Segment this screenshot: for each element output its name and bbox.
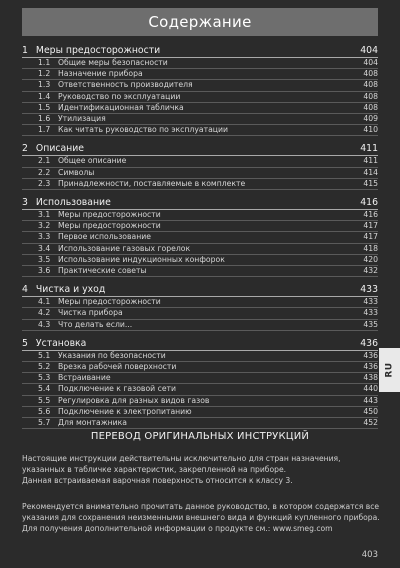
item-page: 404	[363, 58, 378, 67]
item-number: 4.1	[38, 297, 51, 307]
item-number: 5.5	[38, 395, 51, 405]
item-title: Первое использование	[58, 232, 151, 242]
item-number: 3.3	[38, 232, 51, 242]
item-page: 418	[363, 243, 378, 253]
section-title: Описание	[35, 143, 85, 155]
item-page: 433	[363, 297, 378, 307]
item-number: 3.2	[38, 221, 51, 231]
item-page: 450	[363, 406, 378, 416]
item-title: Назначение прибора	[58, 69, 143, 79]
item-page: 436	[363, 350, 378, 360]
language-tab[interactable]	[379, 348, 400, 392]
item-page: 408	[363, 69, 378, 79]
toc-item[interactable]	[22, 92, 378, 103]
item-title: Подключение к электропитанию	[58, 406, 192, 416]
section-page: 416	[360, 197, 378, 209]
item-page: 414	[363, 167, 378, 177]
item-page: 440	[363, 384, 378, 394]
item-page: 417	[363, 232, 378, 242]
item-title: Меры предосторожности	[58, 221, 161, 231]
item-title: Что делать если...	[58, 319, 133, 329]
item-number: 5.7	[38, 418, 51, 428]
toc-item[interactable]	[22, 103, 378, 114]
item-page: 415	[363, 178, 378, 188]
item-number: 5.1	[38, 350, 51, 360]
item-number: 5.3	[38, 373, 51, 383]
item-title: Подключение к газовой сети	[58, 384, 177, 394]
toc-section-heading[interactable]	[22, 338, 378, 351]
section-title: Использование	[35, 197, 111, 209]
item-page: 420	[363, 254, 378, 264]
toc-item[interactable]	[22, 58, 378, 69]
section-title: Чистка и уход	[35, 284, 106, 296]
toc-section	[22, 284, 378, 331]
recommendation-line: Для получения дополнительной информации о продукте см.: www.smeg.com	[22, 524, 333, 533]
item-title: Общее описание	[58, 156, 127, 166]
item-title: Указания по безопасности	[58, 350, 166, 360]
toc-item[interactable]	[22, 255, 378, 266]
section-page: 411	[360, 143, 378, 155]
section-number: 4	[22, 284, 28, 296]
item-title: Для монтажника	[58, 418, 128, 428]
toc-item[interactable]	[22, 244, 378, 255]
item-title: Принадлежности, поставляемые в комплекте	[58, 178, 246, 188]
item-page: 436	[363, 362, 378, 372]
item-number: 1.7	[38, 125, 51, 135]
item-title: Чистка прибора	[58, 308, 123, 318]
item-number: 1.6	[38, 114, 51, 124]
item-number: 2.1	[38, 156, 51, 166]
toc-item[interactable]	[22, 156, 378, 167]
toc-item[interactable]	[22, 232, 378, 243]
section-number: 3	[22, 197, 28, 209]
toc-item[interactable]	[22, 221, 378, 232]
item-title: Как читать руководство по эксплуатации	[58, 125, 229, 135]
item-number: 2.2	[38, 167, 51, 177]
item-number: 1.3	[38, 80, 51, 90]
item-number: 2.3	[38, 178, 51, 188]
toc-item[interactable]	[22, 80, 378, 91]
toc-item[interactable]	[22, 396, 378, 407]
item-title: Руководство по эксплуатации	[58, 91, 181, 101]
toc-item[interactable]	[22, 210, 378, 221]
toc-section	[22, 45, 378, 136]
item-page: 432	[363, 266, 378, 276]
item-number: 1.5	[38, 102, 51, 112]
item-number: 1.4	[38, 91, 51, 101]
item-page: 417	[363, 221, 378, 231]
item-title: Меры предосторожности	[58, 210, 161, 220]
notice-title: ПЕРЕВОД ОРИГИНАЛЬНЫХ ИНСТРУКЦИЙ	[90, 431, 310, 442]
item-number: 5.6	[38, 406, 51, 416]
section-number: 5	[22, 337, 28, 349]
item-page: 435	[363, 319, 378, 329]
notice-line: Данная встраиваемая варочная поверхность относится к классу 3.	[22, 476, 293, 485]
toc-item[interactable]	[22, 362, 378, 373]
section-title: Меры предосторожности	[35, 45, 161, 56]
toc-section-heading[interactable]	[22, 197, 378, 210]
item-title: Встраивание	[58, 373, 111, 383]
toc-item[interactable]	[22, 418, 378, 429]
item-page: 408	[363, 80, 378, 90]
toc-item[interactable]	[22, 384, 378, 395]
notice-line: Настоящие инструкции действительны исключительно для стран назначения,	[22, 454, 341, 463]
item-title: Врезка рабочей поверхности	[58, 362, 177, 372]
toc-section	[22, 143, 378, 190]
section-title: Установка	[35, 337, 87, 349]
toc-item[interactable]	[22, 308, 378, 319]
item-title: Ответственность производителя	[58, 80, 193, 90]
item-number: 1.2	[38, 69, 51, 79]
item-title: Практические советы	[58, 266, 147, 276]
toc-item[interactable]	[22, 179, 378, 190]
toc-item[interactable]	[22, 320, 378, 331]
recommendation-paragraph	[22, 501, 382, 534]
section-number: 2	[22, 143, 28, 155]
recommendation-line: Рекомендуется внимательно прочитать данное руководство, в котором содержатся все	[22, 502, 380, 511]
item-title: Регулировка для разных видов газов	[58, 395, 210, 405]
item-title: Символы	[58, 167, 95, 177]
toc-section-heading[interactable]	[22, 143, 378, 156]
table-of-contents	[22, 45, 378, 436]
item-number: 3.5	[38, 254, 51, 264]
item-page: 433	[363, 308, 378, 318]
item-number: 3.4	[38, 243, 51, 253]
item-page: 409	[363, 114, 378, 124]
item-title: Использование индукционных конфорок	[58, 254, 225, 264]
toc-section-heading[interactable]	[22, 284, 378, 297]
item-page: 408	[363, 102, 378, 112]
notice-line: указанных в табличке характеристик, закрепленной на приборе.	[22, 465, 287, 474]
item-title: Меры предосторожности	[58, 297, 161, 307]
toc-item[interactable]	[22, 407, 378, 418]
toc-item[interactable]	[22, 373, 378, 384]
item-page: 452	[363, 418, 378, 428]
item-number: 4.3	[38, 319, 51, 329]
item-number: 3.6	[38, 266, 51, 276]
section-page: 433	[360, 284, 378, 296]
language-tab-label: RU	[384, 362, 395, 378]
page-header	[22, 8, 378, 36]
item-title: Использование газовых горелок	[58, 243, 191, 253]
item-page: 438	[363, 373, 378, 383]
item-number: 5.2	[38, 362, 51, 372]
toc-item[interactable]	[22, 69, 378, 80]
section-page: 404	[360, 45, 378, 56]
section-number: 1	[22, 45, 28, 56]
notice-paragraph	[22, 453, 382, 486]
page-title: Содержание	[148, 13, 252, 31]
item-page: 408	[363, 91, 378, 101]
item-title: Общие меры безопасности	[58, 58, 168, 67]
item-page: 410	[363, 125, 378, 135]
page-number: 403	[361, 550, 378, 560]
item-number: 1.1	[38, 58, 51, 67]
toc-item[interactable]	[22, 297, 378, 308]
toc-item[interactable]	[22, 351, 378, 362]
toc-item[interactable]	[22, 114, 378, 125]
item-number: 4.2	[38, 308, 51, 318]
item-number: 5.4	[38, 384, 51, 394]
item-title: Идентификационная табличка	[58, 102, 184, 112]
recommendation-line: указания для сохранения неизменными внешнего вида и функций купленного прибора.	[22, 513, 380, 522]
item-page: 416	[363, 210, 378, 220]
toc-section	[22, 197, 378, 277]
item-title: Утилизация	[58, 114, 106, 124]
toc-item[interactable]	[22, 168, 378, 179]
toc-item[interactable]	[22, 266, 378, 277]
toc-section	[22, 338, 378, 429]
toc-item[interactable]	[22, 125, 378, 136]
item-page: 443	[363, 395, 378, 405]
item-page: 411	[363, 156, 378, 166]
item-number: 3.1	[38, 210, 51, 220]
section-page: 436	[360, 337, 378, 349]
toc-section-heading[interactable]	[22, 45, 378, 58]
